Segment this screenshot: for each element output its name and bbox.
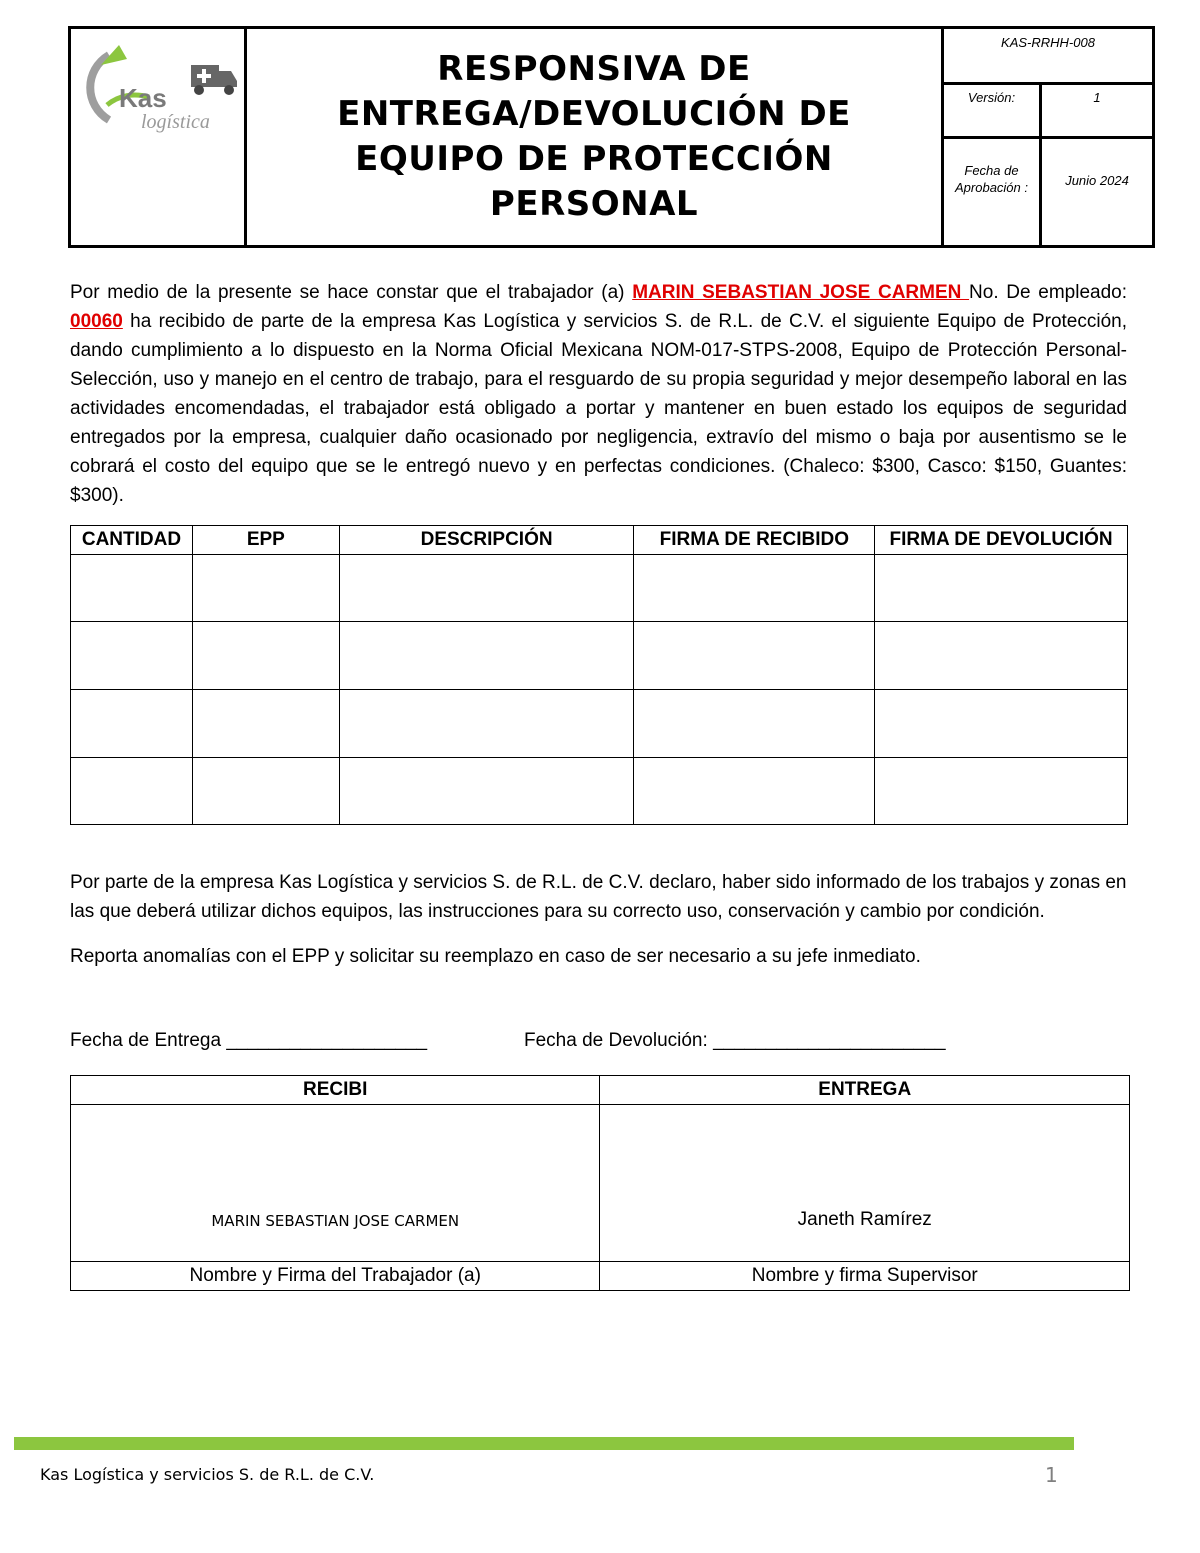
fecha-entrega-line[interactable]: ___________________ xyxy=(226,1030,428,1051)
table-cell[interactable] xyxy=(71,555,193,622)
worker-signature-name: MARIN SEBASTIAN JOSE CARMEN xyxy=(211,1212,460,1230)
table-cell[interactable] xyxy=(634,690,875,758)
table-cell[interactable] xyxy=(339,758,634,825)
approval-date-value: Junio 2024 xyxy=(1065,172,1129,188)
footer-company: Kas Logística y servicios S. de R.L. de C.V. xyxy=(40,1465,375,1484)
version-value: 1 xyxy=(1093,89,1101,105)
table-cell[interactable] xyxy=(875,690,1128,758)
table-cell[interactable] xyxy=(192,622,339,690)
entrega-header: ENTREGA xyxy=(600,1076,1130,1105)
metadata-cell xyxy=(944,29,1152,245)
fecha-devolucion xyxy=(524,1030,946,1052)
intro-text-1: Por medio de la presente se hace constar que el trabajador (a) xyxy=(70,282,633,303)
col-cantidad: CANTIDAD xyxy=(71,526,193,555)
document-code: KAS-RRHH-008 xyxy=(1001,34,1095,50)
table-row xyxy=(71,690,1128,758)
worker-signature-cell[interactable] xyxy=(71,1105,600,1262)
table-cell[interactable] xyxy=(339,622,634,690)
col-epp: EPP xyxy=(192,526,339,555)
supervisor-signature-label: Nombre y firma Supervisor xyxy=(600,1262,1130,1291)
table-cell[interactable] xyxy=(634,758,875,825)
col-descripcion: DESCRIPCIÓN xyxy=(339,526,634,555)
intro-paragraph xyxy=(70,278,1127,510)
worker-name: MARIN SEBASTIAN JOSE CARMEN xyxy=(632,282,970,303)
table-cell[interactable] xyxy=(71,758,193,825)
table-cell[interactable] xyxy=(192,758,339,825)
supervisor-signature-name: Janeth Ramírez xyxy=(797,1209,932,1230)
fecha-entrega-label: Fecha de Entrega xyxy=(70,1030,222,1051)
divider xyxy=(944,136,1152,139)
table-cell[interactable] xyxy=(875,758,1128,825)
table-row xyxy=(71,758,1128,825)
footer-bar xyxy=(14,1437,1074,1450)
logo-cell xyxy=(71,29,247,245)
table-cell[interactable] xyxy=(192,690,339,758)
table-header-row xyxy=(71,526,1128,555)
table-cell[interactable] xyxy=(339,690,634,758)
logo-logistica-text: logística xyxy=(141,111,210,133)
recibi-header: RECIBI xyxy=(71,1076,600,1105)
worker-signature-label: Nombre y Firma del Trabajador (a) xyxy=(71,1262,600,1291)
table-row xyxy=(71,622,1128,690)
col-firma-devolucion: FIRMA DE DEVOLUCIÓN xyxy=(875,526,1128,555)
fecha-devolucion-line[interactable]: ______________________ xyxy=(713,1030,946,1051)
table-cell[interactable] xyxy=(634,622,875,690)
fecha-entrega xyxy=(70,1030,427,1052)
report-paragraph: Reporta anomalías con el EPP y solicitar su reemplazo en caso de ser necesario a su jefe inmediato. xyxy=(70,946,921,967)
employee-number: 00060 xyxy=(70,311,123,332)
fecha-devolucion-label: Fecha de Devolución: xyxy=(524,1030,708,1051)
declaration-paragraph: Por parte de la empresa Kas Logística y servicios S. de R.L. de C.V. declaro, haber sido informado de los trabajos y zonas en las que deberá utilizar dichos equipos, las instrucciones para su correcto uso, conservación y cambio por condición. xyxy=(70,872,1127,922)
table-cell[interactable] xyxy=(71,690,193,758)
table-cell[interactable] xyxy=(875,622,1128,690)
table-cell[interactable] xyxy=(875,555,1128,622)
table-cell[interactable] xyxy=(71,622,193,690)
table-cell[interactable] xyxy=(634,555,875,622)
logo-kas-text: Kas xyxy=(119,83,167,113)
signature-row xyxy=(71,1105,1130,1262)
supervisor-signature-cell[interactable] xyxy=(600,1105,1130,1262)
epp-table xyxy=(70,525,1128,825)
signature-header-row xyxy=(71,1076,1130,1105)
table-cell[interactable] xyxy=(192,555,339,622)
signature-table xyxy=(70,1075,1130,1291)
col-firma-recibido: FIRMA DE RECIBIDO xyxy=(634,526,875,555)
signature-label-row xyxy=(71,1262,1130,1291)
document-title: RESPONSIVA DE ENTREGA/DEVOLUCIÓN DE EQUIPO DE PROTECCIÓN PERSONAL xyxy=(337,49,851,224)
approval-date-label: Fecha de Aprobación : xyxy=(955,163,1028,195)
version-label: Versión: xyxy=(967,89,1016,105)
intro-text-2: No. De empleado: xyxy=(969,282,1127,303)
intro-text-3: ha recibido de parte de la empresa Kas Logística y servicios S. de R.L. de C.V. el siguiente Equipo de Protección, dando cumplimiento a lo dispuesto en la Norma Oficial Mexicana NOM-017-STPS-2008, Equipo de Protección Personal-Selección, uso y manejo en el centro de trabajo, para el resguardo de su propia seguridad y mejor desempeño laboral en las actividades encomendadas, el trabajador está obligado a portar y mantener en buen estado los equipos de seguridad entregados por la empresa, cualquier daño ocasionado por negligencia, extravío del mismo o baja por ausentismo se le cobrará el costo del equipo que se le entregó nuevo y en perfectas condiciones. (Chaleco: $300, Casco: $150, Guantes: $300). xyxy=(70,311,1127,506)
document-header xyxy=(68,26,1155,248)
table-row xyxy=(71,555,1128,622)
document-title-cell xyxy=(247,29,944,245)
table-cell[interactable] xyxy=(339,555,634,622)
page-number: 1 xyxy=(1045,1463,1058,1487)
